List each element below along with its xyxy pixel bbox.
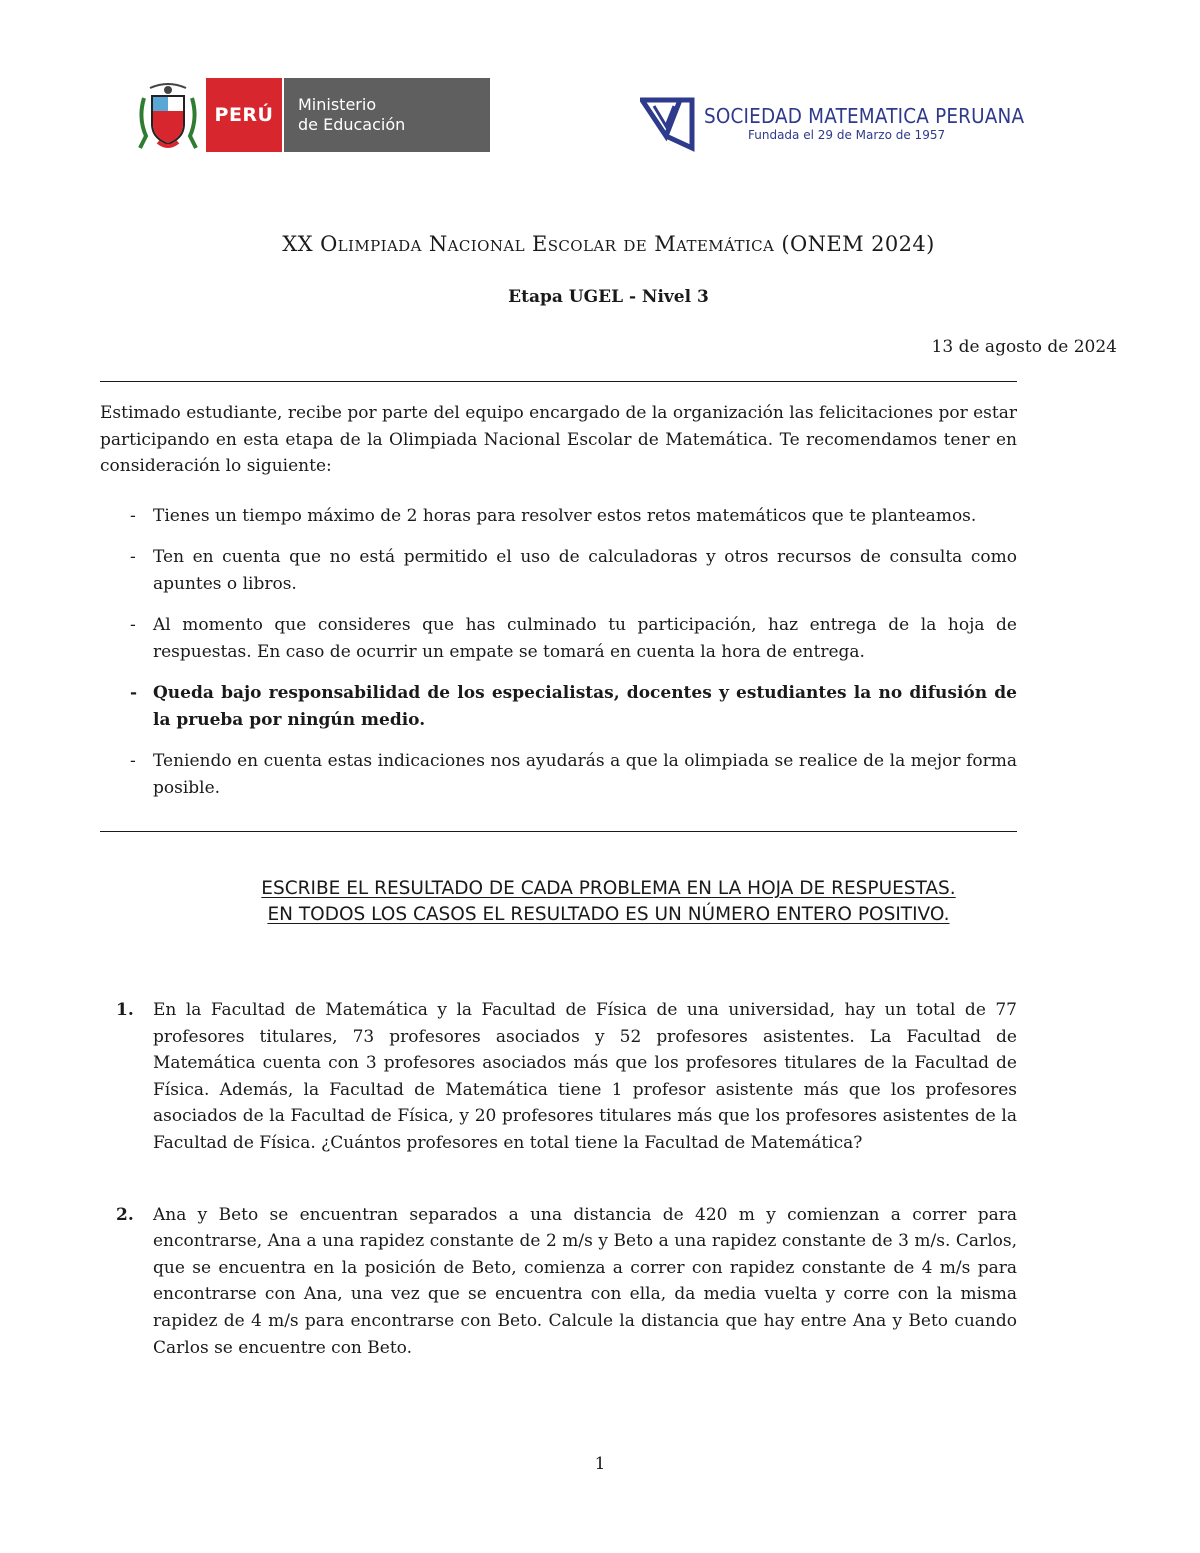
page-number: 1 bbox=[594, 1454, 606, 1474]
exam-title bbox=[100, 232, 1117, 256]
rule-item: - Teniendo en cuenta estas indicaciones nos ayudarás a que la olimpiada se realice de la mejor forma posible. bbox=[130, 751, 1017, 798]
bottom-divider bbox=[100, 831, 1017, 832]
title-prefix: XX bbox=[282, 232, 321, 256]
problem-item bbox=[108, 997, 1017, 1157]
rule-item: - Tienes un tiempo máximo de 2 horas para resolver estos retos matemáticos que te planteamos. bbox=[130, 506, 977, 526]
ministry-line-2: de Educación bbox=[298, 115, 406, 134]
rule-text: Teniendo en cuenta estas indicaciones nos ayudarás a que la olimpiada se realice de la mejor forma posible. bbox=[153, 751, 1017, 798]
answer-instructions bbox=[100, 876, 1117, 928]
rule-text: Al momento que consideres que has culminado tu participación, haz entrega de la hoja de respuestas. En caso de ocurrir un empate se tomará en cuenta la hora de entrega. bbox=[153, 615, 1017, 662]
smp-founded: Fundada el 29 de Marzo de 1957 bbox=[748, 128, 946, 142]
peru-brand-box bbox=[206, 78, 282, 152]
problem-text: Ana y Beto se encuentran separados a una distancia de 420 m y comienzan a correr para encontrarse, Ana a una rapidez constante de 2 m/s y Beto a una rapidez constante de 3 m/s. Carlos, que se encuentra en la posición de Beto, comienza a correr con rapidez constante de 4 m/s para encontrarse con Ana, una vez que se encuentra con ella, da media vuelta y corre con la misma rapidez de 4 m/s para encontrarse con Beto. Calcule la distancia que hay entre Ana y Beto cuando Carlos se encuentre con Beto. bbox=[153, 1204, 1017, 1358]
instruction-line-1: ESCRIBE EL RESULTADO DE CADA PROBLEMA EN LA HOJA DE RESPUESTAS. bbox=[261, 878, 956, 899]
rule-text: Tienes un tiempo máximo de 2 horas para resolver estos retos matemáticos que te planteamos. bbox=[153, 506, 977, 526]
problem-list bbox=[108, 997, 1017, 1361]
smp-triangle-icon bbox=[640, 96, 696, 152]
top-divider bbox=[100, 381, 1017, 382]
smp-name: SOCIEDAD MATEMATICA PERUANA bbox=[704, 104, 1025, 128]
problem-item bbox=[108, 1202, 1017, 1362]
ministry-brand-box bbox=[282, 78, 490, 152]
problem-number: 1. bbox=[116, 1000, 134, 1020]
smp-logo bbox=[640, 96, 1052, 152]
title-smallcaps: Olimpiada Nacional Escolar de Matemática bbox=[320, 232, 775, 256]
ministry-logo bbox=[136, 78, 490, 152]
title-suffix: (ONEM 2024) bbox=[774, 232, 935, 256]
intro-paragraph: Estimado estudiante, recibe por parte del equipo encargado de la organización las felicitaciones por estar participando en esta etapa de la Olimpiada Nacional Escolar de Matemática. Te recomendamos tener en consideración lo siguiente: bbox=[100, 403, 1017, 476]
coat-of-arms-icon bbox=[136, 78, 200, 152]
instruction-line-2: EN TODOS LOS CASOS EL RESULTADO ES UN NÚMERO ENTERO POSITIVO. bbox=[267, 904, 950, 925]
rule-text: Ten en cuenta que no está permitido el uso de calculadoras y otros recursos de consulta como apuntes o libros. bbox=[153, 547, 1017, 594]
problem-number: 2. bbox=[116, 1204, 134, 1225]
rule-item: - Queda bajo responsabilidad de los especialistas, docentes y estudiantes la no difusión de la prueba por ningún medio. bbox=[130, 683, 1017, 730]
rule-item: - Al momento que consideres que has culminado tu participación, haz entrega de la hoja de respuestas. En caso de ocurrir un empate se tomará en cuenta la hora de entrega. bbox=[130, 615, 1017, 662]
stage-level: Etapa UGEL - Nivel 3 bbox=[508, 287, 709, 307]
ministry-line-1: Ministerio bbox=[298, 95, 377, 114]
exam-date: 13 de agosto de 2024 bbox=[931, 337, 1117, 357]
rules-list bbox=[128, 503, 1017, 816]
country-label: PERÚ bbox=[214, 104, 274, 126]
problem-text: En la Facultad de Matemática y la Facultad de Física de una universidad, hay un total de 77 profesores titulares, 73 profesores asociados y 52 profesores asistentes. La Facultad de Matemática cuenta con 3 profesores asociados más que los profesores titulares de la Facultad de Física. Además, la Facultad de Matemática tiene 1 profesor asistente más que los profesores asociados de la Facultad de Física, y 20 profesores titulares más que los profesores asistentes de la Facultad de Física. ¿Cuántos profesores en total tiene la Facultad de Matemática? bbox=[153, 1000, 1017, 1153]
rule-text: Queda bajo responsabilidad de los especialistas, docentes y estudiantes la no difusión de la prueba por ningún medio. bbox=[153, 683, 1017, 730]
rule-item: - Ten en cuenta que no está permitido el uso de calculadoras y otros recursos de consulta como apuntes o libros. bbox=[130, 547, 1017, 594]
